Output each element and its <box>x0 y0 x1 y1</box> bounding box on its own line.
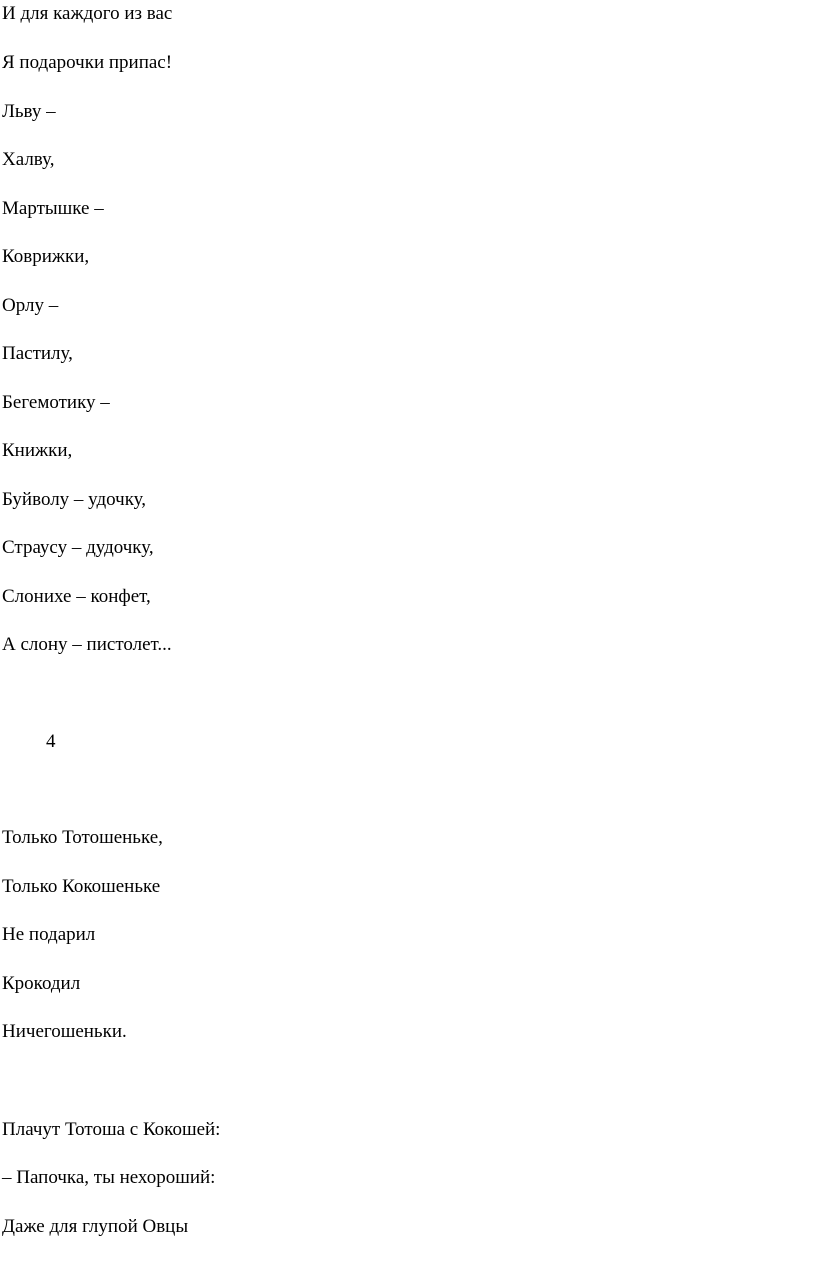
poem-line: Даже для глупой Овцы <box>2 1216 189 1237</box>
poem-line: Страусу – дудочку, <box>2 537 154 558</box>
poem-line: Не подарил <box>2 924 96 945</box>
poem-line: И для каждого из вас <box>2 3 173 24</box>
poem-line: Только Тотошеньке, <box>2 827 163 848</box>
poem-line: А слону – пистолет... <box>2 634 172 655</box>
poem-line: Буйволу – удочку, <box>2 489 147 510</box>
poem-line: Халву, <box>2 149 55 170</box>
poem-line: Мартышке – <box>2 198 104 219</box>
poem-line: Бегемотику – <box>2 392 110 413</box>
poem-line: Книжки, <box>2 440 73 461</box>
poem-line: Плачут Тотоша с Кокошей: <box>2 1119 221 1140</box>
poem-line: Коврижки, <box>2 246 90 267</box>
poem-line: Пастилу, <box>2 343 73 364</box>
poem-line: Льву – <box>2 101 56 122</box>
poem-line: Я подарочки припас! <box>2 52 173 73</box>
poem-line: Только Кокошеньке <box>2 876 161 897</box>
section-number: 4 <box>46 731 56 752</box>
poem-line: Крокодил <box>2 973 81 994</box>
poem-line: Ничегошеньки. <box>2 1021 127 1042</box>
poem-line: – Папочка, ты нехороший: <box>2 1167 216 1188</box>
poem-line: Слонихе – конфет, <box>2 586 151 607</box>
poem-line: Орлу – <box>2 295 59 316</box>
